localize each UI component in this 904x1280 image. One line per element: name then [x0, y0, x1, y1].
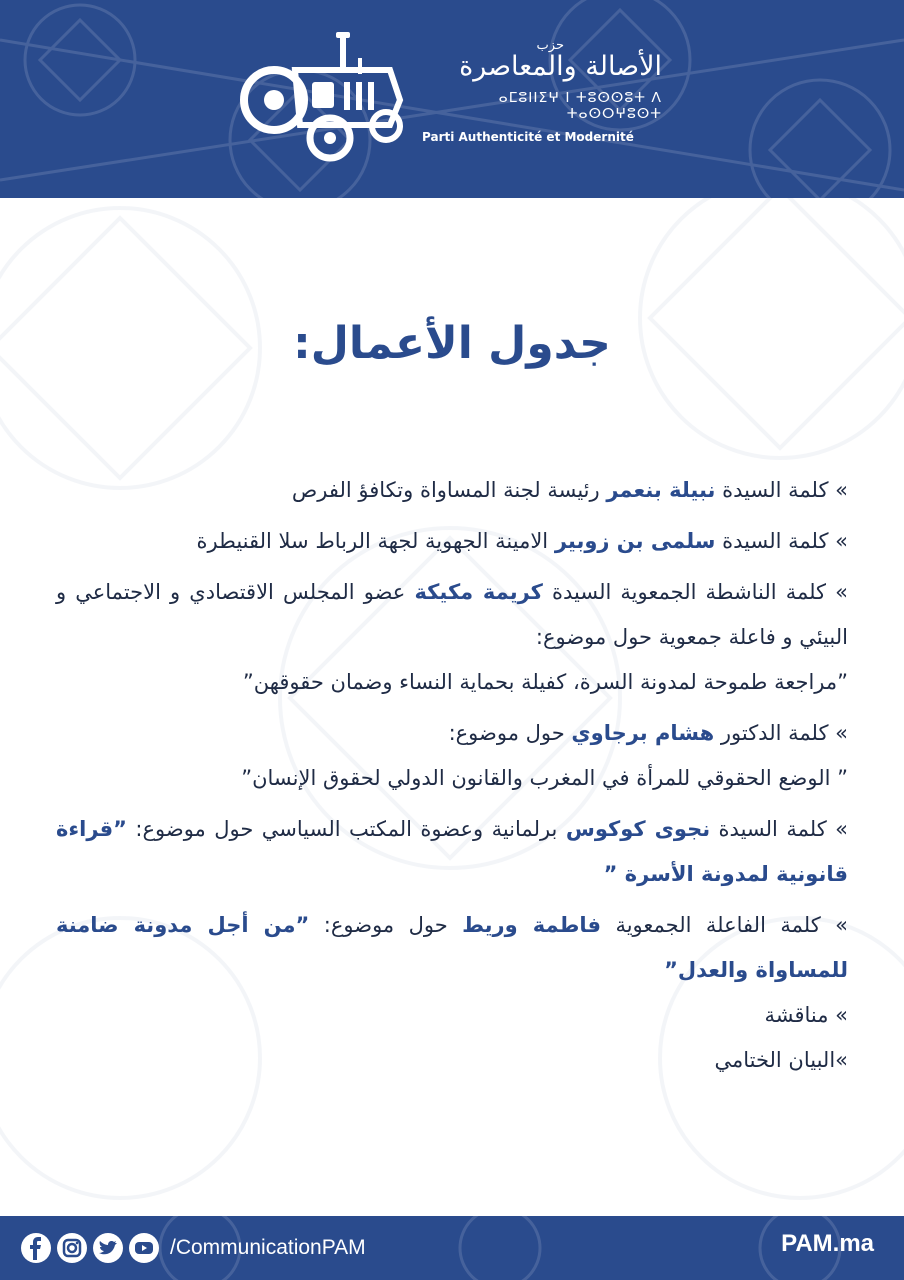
agenda-topic: ” الوضع الحقوقي للمرأة في المغرب والقانون الدولي لحقوق الإنسان” — [241, 766, 848, 790]
agenda-item-discussion: » مناقشة — [764, 1003, 848, 1027]
twitter-icon[interactable] — [92, 1232, 124, 1264]
tractor-icon — [240, 30, 410, 162]
website-link[interactable]: PAM.ma — [781, 1230, 874, 1257]
facebook-icon[interactable] — [20, 1232, 52, 1264]
agenda-item: » كلمة السيدة سلمى بن زوبير الامينة الجهوية لجهة الرباط سلا القنيطرة — [196, 529, 848, 553]
brand-small: حزب — [536, 38, 564, 53]
page-title: جدول الأعمال: — [293, 318, 611, 369]
instagram-icon[interactable] — [56, 1232, 88, 1264]
brand-name-arabic: الأصالة والمعاصرة — [459, 51, 662, 82]
brand-name-tifinagh: ⴰⵎⵓⵏⵏⵉⵖ ⵏ ⵜⵓⵙⵙⵓⵜ ⴷ ⵜⴰⵙⵔⵖⵓⵙⵜ — [498, 90, 662, 122]
agenda-topic: ”مراجعة طموحة لمدونة السرة، كفيلة بحماية النساء وضمان حقوقهن” — [242, 670, 848, 694]
speaker-name: نجوى كوكوس — [565, 817, 711, 841]
agenda-item: » كلمة السيدة نبيلة بنعمر رئيسة لجنة المساواة وتكافؤ الفرص — [291, 478, 848, 502]
speaker-name: نبيلة بنعمر — [606, 478, 716, 502]
agenda-item: » كلمة الناشطة الجمعوية السيدة كريمة مكيكة عضو المجلس الاقتصادي و الاجتماعي و البيئي و فاعلة جمعوية حول موضوع: ”مراجعة طموحة لمدونة السرة، كفيلة بحماية النساء وضمان حقوقهن” — [56, 570, 848, 705]
agenda-item: » كلمة الفاعلة الجمعوية فاطمة وريط حول موضوع: ”من أجل مدونة ضامنة للمساواة والعدل” — [56, 913, 849, 982]
agenda-item-closing: »البيان الختامي — [714, 1048, 848, 1072]
speaker-name: كريمة مكيكة — [414, 580, 543, 604]
header-banner — [0, 0, 904, 198]
agenda-topic: ”قراءة قانونية لمدونة الأسرة ” — [56, 817, 848, 886]
social-handle[interactable]: /CommunicationPAM — [170, 1236, 366, 1259]
agenda-item: » كلمة السيدة نجوى كوكوس برلمانية وعضوة المكتب السياسي حول موضوع: ”قراءة قانونية لمدونة الأسرة ” — [56, 817, 848, 886]
agenda-item: » كلمة الدكتور هشام برجاوي حول موضوع: ” الوضع الحقوقي للمرأة في المغرب والقانون الدولي لحقوق الإنسان” — [56, 711, 848, 801]
speaker-name: هشام برجاوي — [571, 721, 715, 745]
party-logo[interactable] — [240, 30, 680, 170]
youtube-icon[interactable] — [128, 1232, 160, 1264]
brand-name-french: Parti Authenticité et Modernité — [422, 130, 634, 144]
speaker-name: فاطمة وريط — [462, 913, 601, 937]
agenda-list — [56, 468, 848, 1083]
agenda-topic: ”من أجل مدونة ضامنة للمساواة والعدل” — [56, 913, 848, 982]
speaker-name: سلمى بن زوبير — [554, 529, 716, 553]
social-links — [20, 1230, 366, 1266]
footer-bar — [0, 1216, 904, 1280]
